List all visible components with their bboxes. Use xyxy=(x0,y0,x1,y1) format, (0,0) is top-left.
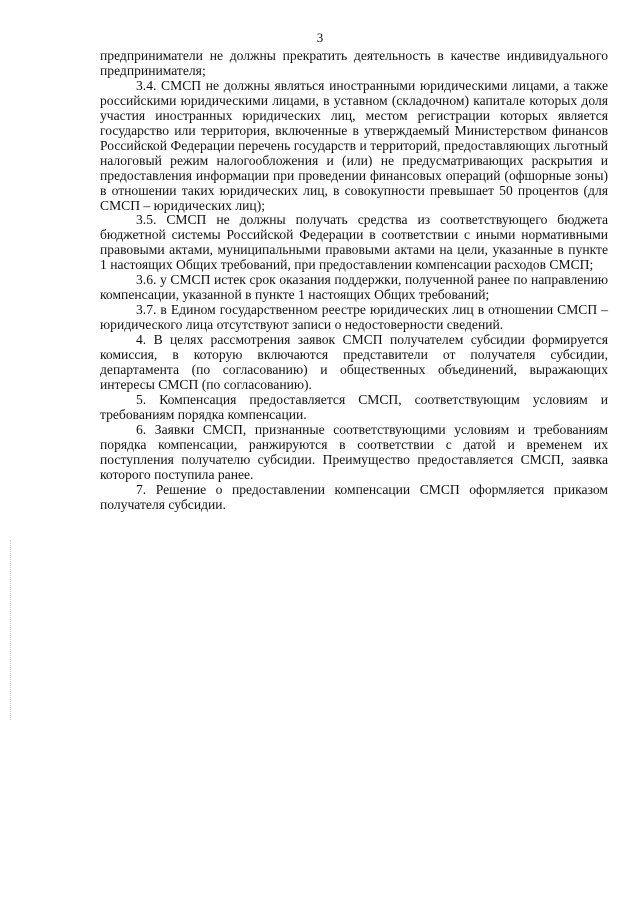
paragraph-3-7: 3.7. в Едином государственном реестре юридических лиц в отношении СМСП – юридического лица отсутствуют записи о недостоверности сведений. xyxy=(100,302,608,333)
paragraph-3-4: 3.4. СМСП не должны являться иностранными юридическими лицами, а также российскими юридическими лицами, в уставном (складочном) капитале которых доля участия иностранных юридических лиц, местом регистрации которых является государство или территория, включенные в утверждаемый Министерством финансов Российской Федерации перечень государств и территорий, предоставляющих льготный налоговый режим налогообложения и (или) не предусматривающих раскрытия и предоставления информации при проведении финансовых операций (офшорные зоны) в отношении таких юридических лиц, в совокупности превышает 50 процентов (для СМСП – юридических лиц); xyxy=(100,77,608,213)
paragraph-3-6: 3.6. у СМСП истек срок оказания поддержки, полученной ранее по направлению компенсации, указанной в пункте 1 настоящих Общих требований; xyxy=(100,272,608,303)
scan-margin-marks xyxy=(10,540,13,720)
page-number: 3 xyxy=(316,30,324,45)
paragraph-6: 6. Заявки СМСП, признанные соответствующими условиям и требованиям порядка компенсации, ранжируются в соответствии с датой и временем их поступления получателю субсидии. Преимущество предоставляется СМСП, заявка которого поступила ранее. xyxy=(100,421,608,482)
paragraph-4: 4. В целях рассмотрения заявок СМСП получателем субсидии формируется комиссия, в которую включаются представители от получателя субсидии, департамента (по согласованию) и общественных объединений, выражающих интересы СМСП (по согласованию). xyxy=(100,332,608,392)
paragraph-7: 7. Решение о предоставлении компенсации СМСП оформляется приказом получателя субсидии. xyxy=(100,481,608,512)
paragraph-continuation: предприниматели не должны прекратить деятельность в качестве индивидуального предпринимателя; xyxy=(100,48,608,78)
paragraph-3-5: 3.5. СМСП не должны получать средства из соответствующего бюджета бюджетной системы Российской Федерации в соответствии с иными нормативными правовыми актами, муниципальными правовыми актами на цели, указанные в пункте 1 настоящих Общих требований, при предоставлении компенсации расходов СМСП; xyxy=(100,212,608,273)
paragraph-5: 5. Компенсация предоставляется СМСП, соответствующим условиям и требованиям порядка компенсации. xyxy=(100,391,608,422)
document-body xyxy=(100,49,608,513)
